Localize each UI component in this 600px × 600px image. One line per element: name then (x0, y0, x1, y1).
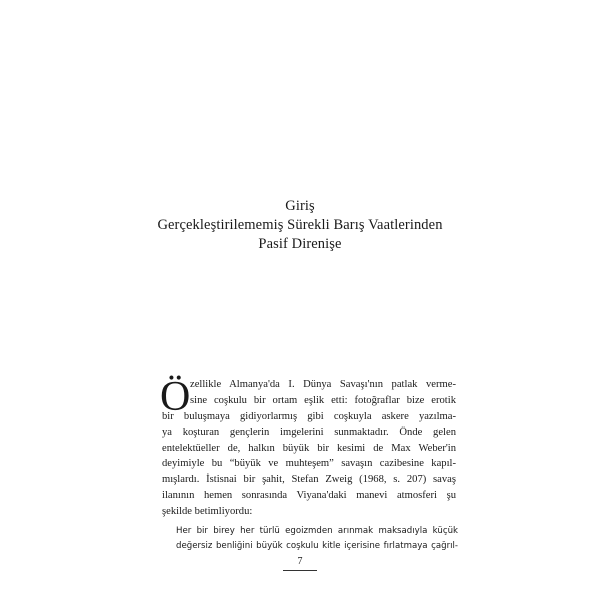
body-line-8: ilanının hemen sonrasında Viyana'daki manevi atmosferi şu (162, 490, 456, 502)
body-line-9: şekilde betimliyordu: (162, 506, 253, 518)
body-line-1: zellikle Almanya'da I. Dünya Savaşı'nın patlak verme- (190, 379, 456, 390)
body-paragraph (160, 374, 456, 520)
quote-line-2: değersiz benliğini büyük coşkulu kitle içerisine fırlatmaya çağrıl- (176, 541, 458, 552)
body-line-2: sine coşkulu bir ortam eşlik etti: fotoğraflar bize erotik (190, 394, 456, 406)
drop-cap: Ö (160, 374, 191, 420)
page-number: 7 (297, 556, 303, 567)
block-quote (176, 524, 458, 555)
chapter-title (150, 197, 450, 254)
page-number-rule (283, 570, 317, 571)
body-line-3: bir buluşmaya gidiyorlarmış gibi coşkuyla askere yazılma- (162, 410, 456, 422)
quote-line-1: Her bir birey her türlü egoizmden arınmak maksadıyla küçük (176, 526, 458, 536)
chapter-title-line-1: Giriş (285, 198, 315, 214)
body-line-5: entelektüeller de, halkın büyük bir kesimi de Max Weber'in (162, 442, 456, 454)
body-line-4: ya koşturan gençlerin imgelerini sunmaktadır. Önde gelen (162, 426, 456, 438)
body-line-7: mışlardı. İstisnai bir şahit, Stefan Zweig (1968, s. 207) savaş (162, 474, 456, 486)
chapter-title-line-2: Gerçekleştirilememiş Sürekli Barış Vaatlerinden (157, 217, 443, 233)
chapter-title-line-3: Pasif Direnişe (258, 236, 342, 252)
body-line-6: deyimiyle bu “büyük ve muhteşem” savaşın cazibesine kapıl- (162, 458, 456, 470)
